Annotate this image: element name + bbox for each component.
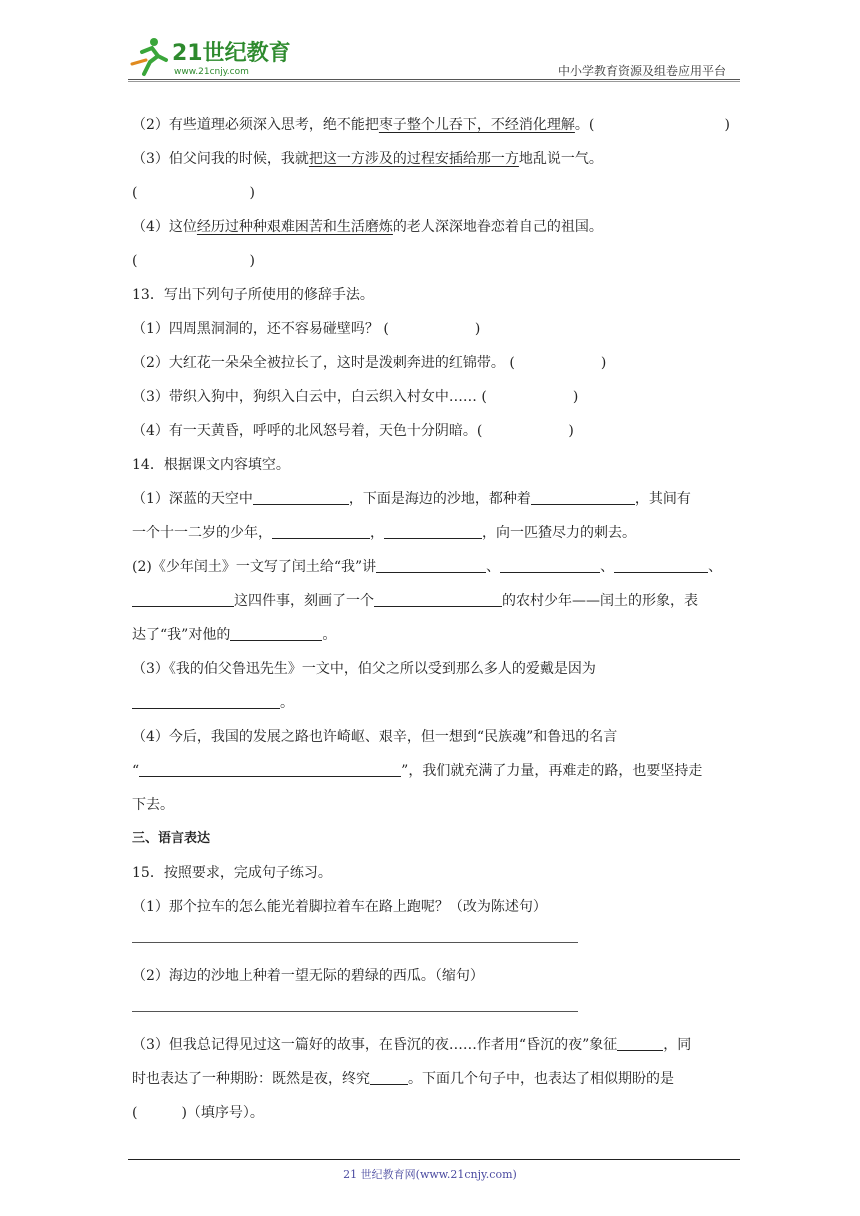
q15-item-1: （1）那个拉车的怎么能光着脚拉着车在路上跑呢？（改为陈述句） [132, 899, 547, 915]
blank[interactable] [376, 558, 486, 573]
page-footer: 21 世纪教育网(www.21cnjy.com) [343, 1168, 517, 1181]
logo-text: 21世纪教育 [172, 41, 291, 66]
q15-item-3-line-1: （3）但我总记得见过这一篇好的故事，在昏沉的夜……作者用“昏沉的夜”象征 ，同 [132, 1037, 692, 1053]
q13-item-3[interactable]: （3）带织入狗中，狗织入白云中，白云织入村女中…… ( ) [132, 389, 579, 405]
blank[interactable] [132, 592, 234, 607]
blank[interactable] [614, 558, 708, 573]
answer-line[interactable] [132, 993, 578, 1012]
page-header [128, 30, 740, 82]
logo [128, 34, 298, 78]
blank[interactable] [272, 524, 370, 539]
q14-item-1-line-1: （1）深蓝的天空中 ，下面是海边的沙地，都种着 ，其间有 [132, 491, 691, 507]
q12-item-4-answer[interactable]: ( ) [132, 253, 255, 269]
runner-icon [132, 38, 166, 74]
q12-item-3: （3）伯父问我的时候，我就把这一方涉及的过程安插给那一方地乱说一气。 [132, 151, 603, 167]
header-rule-secondary [128, 81, 740, 82]
q14-item-4-line-3: 下去。 [132, 797, 174, 813]
q12-item-4: （4）这位经历过种种艰难困苦和生活磨炼的老人深深地眷恋着自己的祖国。 [132, 219, 603, 235]
q13-title: 13．写出下列句子所使用的修辞手法。 [132, 287, 374, 303]
blank[interactable] [132, 694, 280, 709]
q14-item-4-line-2: “ ”，我们就充满了力量，再难走的路，也要坚持走 [132, 763, 703, 779]
footer-rule [128, 1159, 740, 1160]
blank[interactable] [500, 558, 600, 573]
q14-item-2-line-1: (2)《少年闰土》一文写了闰土给“我”讲 、 、 、 [132, 559, 723, 575]
section-heading: 三、语言表达 [132, 831, 211, 846]
platform-name: 中小学教育资源及组卷应用平台 [557, 64, 726, 78]
q15-item-3-line-2: 时也表达了一种期盼：既然是夜，终究 。下面几个句子中，也表达了相似期盼的是 [132, 1071, 674, 1087]
logo-url: www.21cnjy.com [174, 67, 249, 77]
q15-title: 15．按照要求，完成句子练习。 [132, 865, 332, 881]
q13-item-4[interactable]: （4）有一天黄昏，呼呼的北风怒号着，天色十分阴暗。( ) [132, 423, 574, 439]
blank[interactable] [374, 592, 502, 607]
worksheet-content [132, 108, 738, 1130]
q12-item-3-answer[interactable]: ( ) [132, 185, 255, 201]
blank[interactable] [139, 762, 401, 777]
blank[interactable] [617, 1036, 663, 1051]
q14-item-3-line-2: 。 [132, 686, 738, 720]
q14-item-2-line-2: 这四件事，刻画了一个 的农村少年——闰土的形象，表 [132, 584, 738, 618]
answer-line[interactable] [132, 924, 578, 943]
q15-item-3-line-3[interactable]: ( )（填序号）。 [132, 1105, 264, 1121]
q15-item-2: （2）海边的沙地上种着一望无际的碧绿的西瓜。（缩句） [132, 968, 484, 984]
blank[interactable] [384, 524, 482, 539]
q14-title: 14．根据课文内容填空。 [132, 457, 290, 473]
q14-item-2-line-3: 达了“我”对他的 。 [132, 627, 337, 643]
q13-item-1[interactable]: （1）四周黑洞洞的，还不容易碰壁吗？ ( ) [132, 321, 481, 337]
blank[interactable] [531, 490, 635, 505]
q14-item-4-line-1: （4）今后，我国的发展之路也许崎岖、艰辛，但一想到“民族魂”和鲁迅的名言 [132, 729, 618, 745]
q14-item-1-line-2: 一个十一二岁的少年， ， ，向一匹猹尽力的刺去。 [132, 525, 636, 541]
blank[interactable] [230, 626, 322, 641]
blank[interactable] [253, 490, 349, 505]
q12-item-2: （2）有些道理必须深入思考，绝不能把枣子整个儿吞下，不经消化理解。( ) [132, 117, 730, 133]
q13-item-2[interactable]: （2）大红花一朵朵全被拉长了，这时是泼刺奔进的红锦带。 ( ) [132, 355, 607, 371]
blank[interactable] [370, 1070, 408, 1085]
q14-item-3-line-1: （3）《我的伯父鲁迅先生》一文中，伯父之所以受到那么多人的爱戴是因为 [132, 661, 596, 677]
header-rule [128, 79, 740, 80]
